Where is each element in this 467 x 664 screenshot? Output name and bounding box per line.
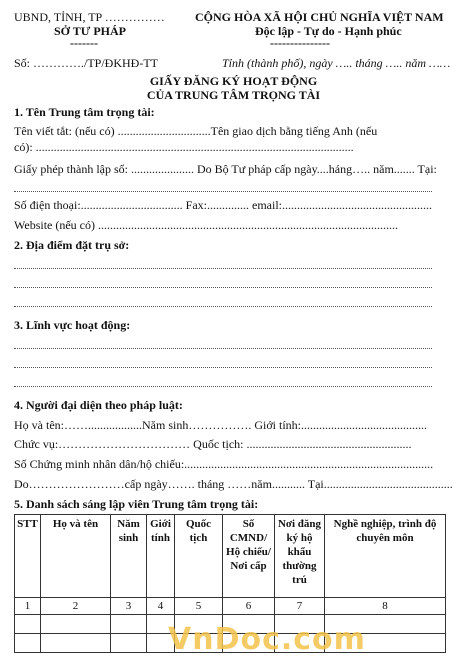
column-header: Nơi đăng ký hộ khẩu thường trú	[275, 515, 325, 598]
table-header-row	[15, 515, 446, 598]
form-title: GIẤY ĐĂNG KÝ HOẠT ĐỘNG	[149, 74, 318, 88]
table-cell[interactable]	[41, 634, 111, 653]
column-header: Năm sinh	[111, 515, 147, 598]
form-subtitle: CỦA TRUNG TÂM TRỌNG TÀI	[146, 88, 321, 102]
national-motto: Độc lập - Tự do - Hạnh phúc	[255, 24, 402, 38]
column-header: Nghề nghiệp, trình độ chuyên môn	[325, 515, 446, 598]
column-number: 1	[15, 598, 41, 615]
section-1-heading: 1. Tên Trung tâm trọng tài:	[14, 105, 155, 119]
document-number: Số: …………./TP/ĐKHĐ-TT	[14, 56, 158, 70]
column-number: 8	[325, 598, 446, 615]
field-line-3[interactable]	[14, 386, 432, 387]
license-blank-line[interactable]	[14, 191, 432, 192]
representative-name-line[interactable]: Họ và tên:……..................Năm sinh……………. Giới tính:..........................................	[14, 418, 427, 432]
address-line-1[interactable]	[14, 268, 432, 269]
representative-issued-line[interactable]: Do……………………cấp ngày……. tháng ……năm........... Tại...........................................	[14, 477, 453, 491]
license-line[interactable]: Giấy phép thành lập số: ..................... Do Bộ Tư pháp cấp ngày....háng….. năm....... Tại:	[14, 162, 437, 176]
section-4-heading: 4. Người đại diện theo pháp luật:	[14, 398, 183, 412]
section-3-heading: 3. Lĩnh vực hoạt động:	[14, 318, 131, 332]
column-header: Số CMND/ Hộ chiếu/ Nơi cấp	[223, 515, 275, 598]
representative-id-line[interactable]: Số Chứng minh nhân dân/hộ chiếu:...................................................................................	[14, 457, 434, 471]
column-number: 4	[147, 598, 175, 615]
section-5-heading: 5. Danh sách sáng lập viên Trung tâm trọng tài:	[14, 497, 259, 511]
agency-line: UBND, TỈNH, TP ……………	[14, 10, 165, 24]
table-cell[interactable]	[111, 634, 147, 653]
table-cell[interactable]	[111, 615, 147, 634]
column-header: Quốc tịch	[175, 515, 223, 598]
address-line-2[interactable]	[14, 287, 432, 288]
table-cell[interactable]	[15, 634, 41, 653]
table-cell[interactable]	[41, 615, 111, 634]
column-header: STT	[15, 515, 41, 598]
website-line[interactable]: Website (nếu có) ....................................................................................................	[14, 218, 398, 232]
column-header: Họ và tên	[41, 515, 111, 598]
right-rule: ---------------	[270, 36, 330, 50]
short-name-line[interactable]: Tên viết tắt: (nếu có) ...............................Tên giao dịch bằng tiếng Anh (nếu	[14, 124, 378, 138]
column-number: 2	[41, 598, 111, 615]
left-rule: -------	[70, 36, 98, 50]
column-header: Giới tính	[147, 515, 175, 598]
place-date: Tỉnh (thành phố), ngày ….. tháng ….. năm ……	[222, 56, 451, 70]
contact-line[interactable]: Số điện thoại:.................................. Fax:.............. email:..................................................	[14, 198, 432, 212]
national-title: CỘNG HÒA XÃ HỘI CHỦ NGHĨA VIỆT NAM	[195, 10, 444, 24]
department-name: SỞ TƯ PHÁP	[54, 24, 127, 38]
section-2-heading: 2. Địa điểm đặt trụ sở:	[14, 238, 130, 252]
column-number: 7	[275, 598, 325, 615]
representative-position-line[interactable]: Chức vụ:…………………………… Quốc tịch: .......................................................	[14, 437, 412, 451]
column-number: 3	[111, 598, 147, 615]
short-name-continuation[interactable]: có): ..........................................................................................................	[14, 140, 354, 154]
table-cell[interactable]	[15, 615, 41, 634]
table-number-row	[15, 598, 446, 615]
field-line-2[interactable]	[14, 367, 432, 368]
column-number: 5	[175, 598, 223, 615]
watermark-logo: VnDoc.com	[168, 622, 366, 657]
column-number: 6	[223, 598, 275, 615]
address-line-3[interactable]	[14, 306, 432, 307]
field-line-1[interactable]	[14, 348, 432, 349]
